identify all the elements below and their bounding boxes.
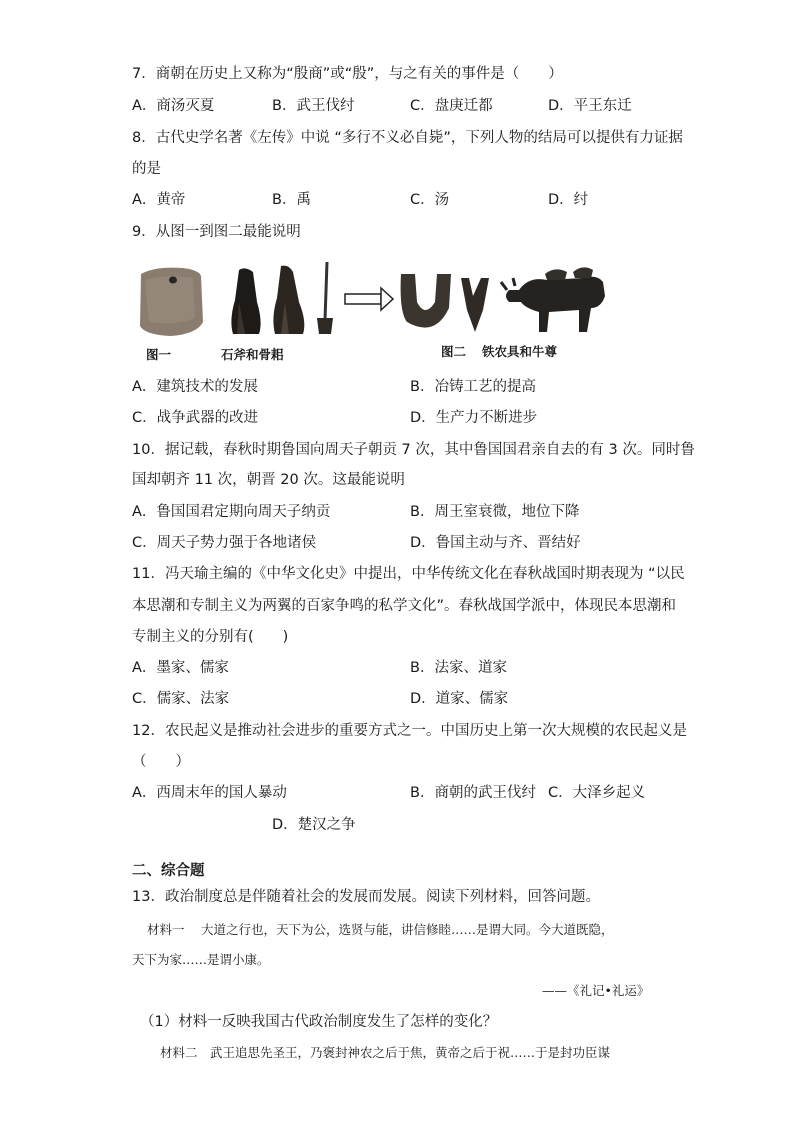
material1-line2: 天下为家……是谓小康。 <box>132 952 270 967</box>
material1-source: ——《礼记•礼运》 <box>542 983 650 998</box>
q9-option-a: A．建筑技术的发展 <box>132 379 258 395</box>
q9-stem: 9．从图一到图二最能说明 <box>132 224 301 240</box>
q8-option-b: B．禹 <box>272 192 311 208</box>
figure2-caption: 铁农具和牛尊 <box>482 344 558 359</box>
figure1-caption: 石斧和骨耜 <box>221 347 284 362</box>
q8-option-d: D．纣 <box>548 192 589 208</box>
q11-option-c: C．儒家、法家 <box>132 691 230 707</box>
q10-option-a: A．鲁国国君定期向周天子纳贡 <box>132 504 331 520</box>
stone-axe-image <box>140 268 203 336</box>
q8-stem-line1: 8．古代史学名著《左传》中说 “多行不义必自毙”，下列人物的结局可以提供有力证据 <box>132 130 683 146</box>
q7-option-c: C．盘庚迁都 <box>410 98 493 114</box>
material1-line1: 材料一 大道之行也，天下为公，选贤与能，讲信修睦……是谓大同。今大道既隐， <box>147 922 614 937</box>
bone-spade-image <box>231 266 304 334</box>
q12-option-c: C．大泽乡起义 <box>548 785 646 801</box>
q11-stem-line2: 本思潮和专制主义为两翼的百家争鸣的私学文化”。春秋战国学派中，体现民本思潮和 <box>132 598 677 614</box>
q13-subquestion-1: （1）材料一反映我国古代政治制度发生了怎样的变化？ <box>140 1014 498 1030</box>
q12-option-a: A．西周末年的国人暴动 <box>132 785 287 801</box>
q11-option-a: A．墨家、儒家 <box>132 660 229 676</box>
q10-stem-line2: 国却朝齐 11 次，朝晋 20 次。这最能说明 <box>132 472 405 488</box>
q11-option-b: B．法家、道家 <box>410 660 507 676</box>
iron-plough-image <box>461 278 489 332</box>
q8-option-c: C．汤 <box>410 192 450 208</box>
q7-stem: 7．商朝在历史上又称为“殷商”或“殷”，与之有关的事件是（ ） <box>132 66 563 82</box>
q7-option-a: A．商汤灭夏 <box>132 98 215 114</box>
q12-option-b: B．商朝的武王伐纣 <box>410 785 536 801</box>
material2-line1: 材料二 武王追思先圣王，乃褒封神农之后于焦，黄帝之后于祝……于是封功臣谋 <box>160 1045 611 1060</box>
q12-stem-line1: 12．农民起义是推动社会进步的重要方式之一。中国历史上第一次大规模的农民起义是 <box>132 723 687 739</box>
q7-option-d: D．平王东迁 <box>548 98 632 114</box>
q8-stem-line2: 的是 <box>132 161 161 177</box>
q10-option-d: D．鲁国主动与齐、晋结好 <box>410 535 581 551</box>
q7-option-b: B．武王伐纣 <box>272 98 355 114</box>
ox-zun-vessel-image <box>501 267 605 332</box>
q12-option-d: D．楚汉之争 <box>272 817 356 833</box>
figure1-label: 图一 <box>146 347 172 362</box>
iron-u-tool-image <box>401 274 451 328</box>
bone-tool-image <box>317 262 333 334</box>
q12-stem-line2: （ ） <box>132 754 190 770</box>
q9-option-b: B．冶铸工艺的提高 <box>410 379 536 395</box>
q13-stem: 13．政治制度总是伴随着社会的发展而发展。阅读下列材料，回答问题。 <box>132 889 600 905</box>
arrow-right-icon <box>345 288 393 310</box>
q11-stem-line3: 专制主义的分别有( ) <box>132 629 289 645</box>
q10-option-b: B．周王室衰微，地位下降 <box>410 504 580 520</box>
q11-stem-line1: 11．冯天瑜主编的《中华文化史》中提出，中华传统文化在春秋战国时期表现为 “以民 <box>132 566 685 582</box>
q8-option-a: A．黄帝 <box>132 192 186 208</box>
q9-figure <box>135 262 615 340</box>
q10-stem-line1: 10．据记载，春秋时期鲁国向周天子朝贡 7 次，其中鲁国国君亲自去的有 3 次。同时鲁 <box>132 442 695 458</box>
q9-option-d: D．生产力不断进步 <box>410 410 538 426</box>
figure2-label: 图二 <box>441 344 467 359</box>
q11-option-d: D．道家、儒家 <box>410 691 509 707</box>
q10-option-c: C．周天子势力强于各地诸侯 <box>132 535 317 551</box>
q9-option-c: C．战争武器的改进 <box>132 410 259 426</box>
section-heading: 二、综合题 <box>132 863 205 879</box>
